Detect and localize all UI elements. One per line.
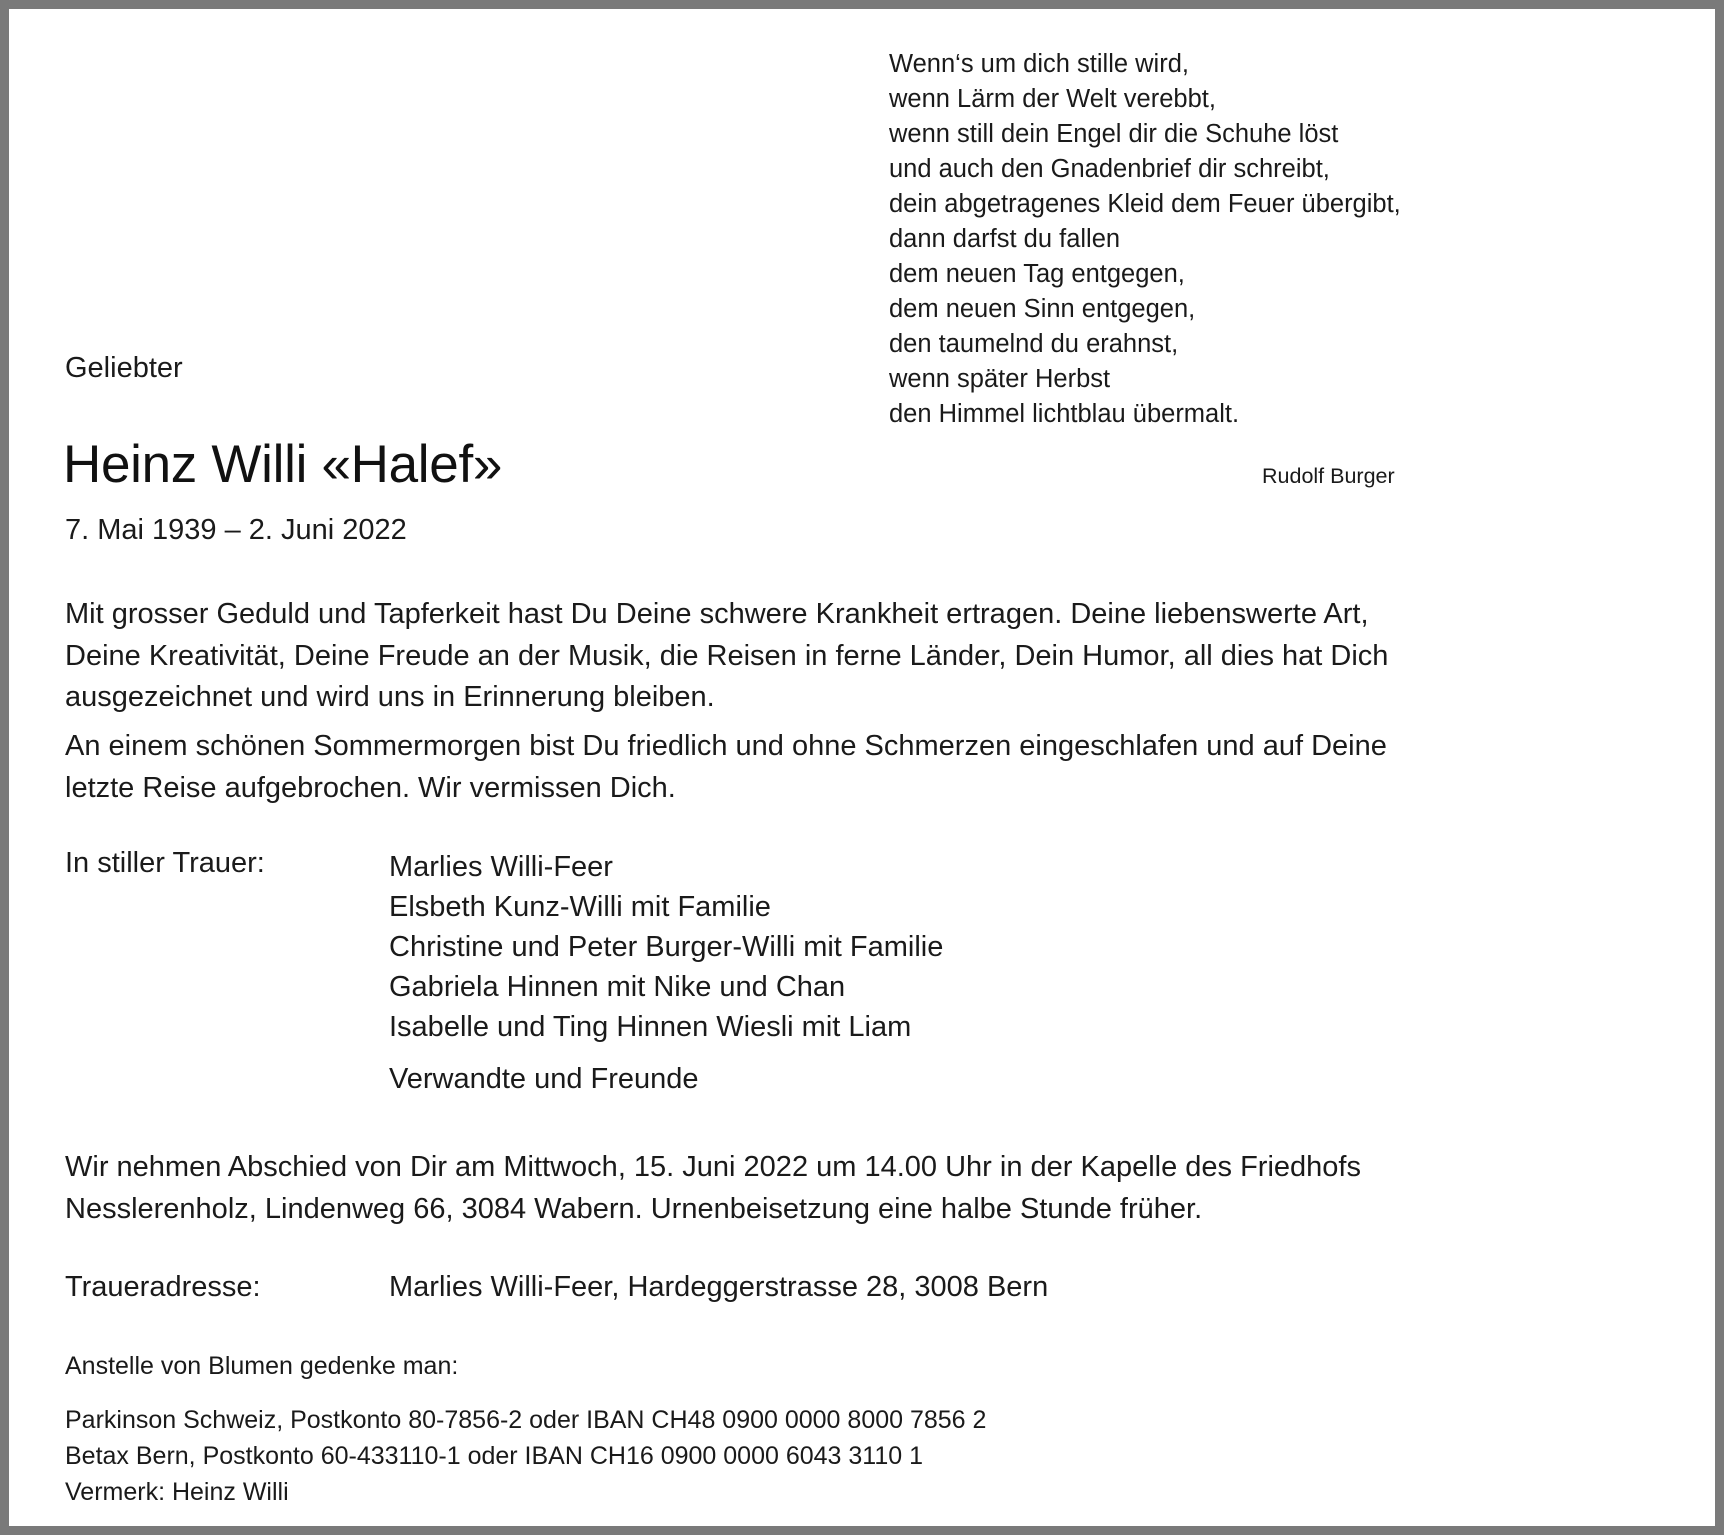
mourner-name: Isabelle und Ting Hinnen Wiesli mit Liam bbox=[389, 1011, 912, 1043]
intro-word: Geliebter bbox=[65, 352, 183, 384]
text-line: Mit grosser Geduld und Tapferkeit hast Du Deine schwere Krankheit ertragen. Deine liebenswerte Art, bbox=[65, 598, 1369, 630]
mourning-label: In stiller Trauer: bbox=[65, 847, 265, 879]
poem-line: wenn später Herbst bbox=[889, 365, 1111, 393]
farewell-paragraph bbox=[65, 1147, 1361, 1230]
poem-line: dem neuen Tag entgegen, bbox=[889, 260, 1185, 288]
text-line: letzte Reise aufgebrochen. Wir vermissen Dich. bbox=[65, 771, 676, 804]
donation-intro: Anstelle von Blumen gedenke man: bbox=[65, 1352, 459, 1380]
poem-line: wenn Lärm der Welt verebbt, bbox=[889, 85, 1216, 113]
poem-line: dein abgetragenes Kleid dem Feuer übergibt, bbox=[889, 190, 1401, 218]
donation-list bbox=[65, 1402, 986, 1510]
life-dates: 7. Mai 1939 – 2. Juni 2022 bbox=[65, 514, 407, 546]
text-line: An einem schönen Sommermorgen bist Du friedlich und ohne Schmerzen eingeschlafen und auf Deine bbox=[65, 730, 1387, 762]
deceased-name: Heinz Willi «Halef» bbox=[63, 435, 503, 494]
donation-line: Vermerk: Heinz Willi bbox=[65, 1478, 289, 1506]
text-line: Wir nehmen Abschied von Dir am Mittwoch, 15. Juni 2022 um 14.00 Uhr in der Kapelle des Friedhofs bbox=[65, 1151, 1361, 1183]
obituary-notice bbox=[9, 9, 1715, 1526]
mourner-name: Marlies Willi-Feer bbox=[389, 851, 613, 883]
poem-line: den Himmel lichtblau übermalt. bbox=[889, 400, 1240, 428]
tribute-paragraph bbox=[65, 594, 1388, 719]
poem-line: den taumelnd du erahnst, bbox=[889, 330, 1179, 358]
mourner-name: Christine und Peter Burger-Willi mit Familie bbox=[389, 931, 944, 963]
mourner-name: Gabriela Hinnen mit Nike und Chan bbox=[389, 971, 846, 1003]
donation-line: Betax Bern, Postkonto 60-433110-1 oder IBAN CH16 0900 0000 6043 3110 1 bbox=[65, 1442, 924, 1470]
address-value: Marlies Willi-Feer, Hardeggerstrasse 28, 3008 Bern bbox=[389, 1271, 1049, 1303]
address-label: Traueradresse: bbox=[65, 1271, 261, 1303]
poem-line: dann darfst du fallen bbox=[889, 225, 1121, 253]
mourners-list bbox=[389, 847, 943, 1047]
text-line: Nesslerenholz, Lindenweg 66, 3084 Wabern. Urnenbeisetzung eine halbe Stunde früher. bbox=[65, 1192, 1203, 1225]
relatives-line: Verwandte und Freunde bbox=[389, 1063, 699, 1095]
passing-paragraph bbox=[65, 726, 1387, 809]
text-line: Deine Kreativität, Deine Freude an der Musik, die Reisen in ferne Länder, Dein Humor, all dies hat Dich bbox=[65, 639, 1389, 672]
donation-line: Parkinson Schweiz, Postkonto 80-7856-2 oder IBAN CH48 0900 0000 8000 7856 2 bbox=[65, 1406, 987, 1434]
poem-line: und auch den Gnadenbrief dir schreibt, bbox=[889, 155, 1330, 183]
poem-author: Rudolf Burger bbox=[1262, 464, 1395, 488]
poem-line: dem neuen Sinn entgegen, bbox=[889, 295, 1196, 323]
poem-line: wenn still dein Engel dir die Schuhe löst bbox=[889, 120, 1339, 148]
text-line: ausgezeichnet und wird uns in Erinnerung bleiben. bbox=[65, 681, 715, 713]
mourner-name: Elsbeth Kunz-Willi mit Familie bbox=[389, 891, 771, 923]
poem bbox=[889, 47, 1401, 432]
poem-line: Wenn‘s um dich stille wird, bbox=[889, 50, 1189, 78]
